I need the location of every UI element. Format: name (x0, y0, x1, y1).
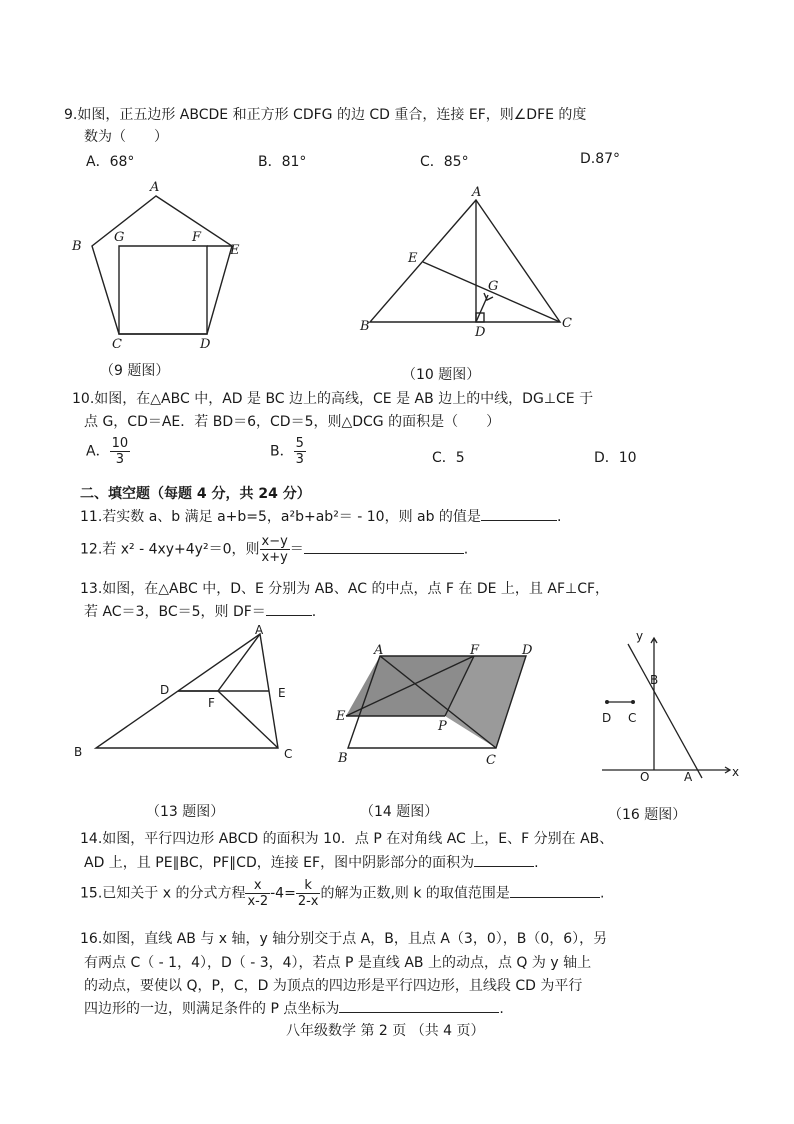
q10-text-1: 如图，在△ABC 中，AD 是 BC 边上的高线，CE 是 AB 边上的中线，DG⊥CE 于 (94, 391, 594, 407)
q13-label-e: E (278, 686, 286, 700)
q9-text-1: 如图，正五边形 ABCDE 和正方形 CDFG 的边 CD 重合，连接 EF，则∠DFE 的度 (77, 107, 587, 123)
q10-option-a-numerator: 10 (111, 436, 129, 451)
q9-number: 9. (64, 107, 78, 123)
q15-fraction-1-numerator: x (245, 878, 270, 894)
q15-fraction-1-denominator: x-2 (247, 894, 269, 909)
q14-text-1: 如图，平行四边形 ABCD 的面积为 10．点 P 在对角线 AC 上，E、F 分别在 AB、 (102, 831, 614, 847)
q13-caption: （13 题图） (146, 804, 225, 820)
q14-label-p: P (438, 719, 447, 734)
q14-label-a: A (374, 643, 384, 658)
q14-label-d: D (522, 643, 533, 658)
q9-label-f: F (192, 230, 202, 245)
q9-line2: 数为（ ） (84, 129, 168, 145)
q10-number: 10. (72, 391, 95, 407)
q10-label-b: B (360, 319, 370, 334)
q9-square (119, 246, 207, 334)
q10-option-a (86, 436, 130, 467)
q10-triangle (370, 200, 560, 322)
q10-option-d: D．10 (594, 450, 637, 466)
q11-number: 11. (80, 509, 103, 525)
q12-answer-blank[interactable] (304, 539, 464, 554)
q11-text: 若实数 a、b 满足 a+b=5，a²b+ab²＝ - 10，则 ab 的值是 (102, 509, 481, 525)
q10-option-a-denominator: 3 (115, 452, 124, 467)
q10-figure (350, 182, 590, 342)
q12-tail: . (463, 541, 469, 558)
q15-fraction-2 (296, 878, 321, 909)
q9-caption: （9 题图） (100, 363, 170, 379)
q10-option-b-numerator: 5 (295, 436, 304, 451)
q9-option-c: C．85° (420, 154, 469, 170)
q11-answer-blank[interactable] (481, 506, 557, 521)
q10-option-a-fraction (110, 436, 131, 467)
q16-label-b: B (650, 673, 659, 687)
q13-segment-cf (218, 691, 278, 748)
q14-tail: . (534, 855, 539, 871)
q16-text-4: 四边形的一边，则满足条件的 P 点坐标为 (84, 1001, 340, 1017)
q16-number: 16. (80, 931, 103, 947)
q13-segment-af (218, 634, 260, 691)
q13-number: 13. (80, 581, 103, 597)
q10-option-a-prefix: A． (86, 443, 110, 460)
q15-fraction-2-denominator: 2-x (297, 894, 319, 909)
q14-figure (330, 640, 550, 770)
q9-label-d: D (200, 337, 211, 352)
q10-label-e: E (408, 251, 418, 266)
q16-label-y: y (636, 629, 644, 643)
q12-numerator: x−y (261, 534, 288, 549)
q13-text-2: 若 AC＝3，BC＝5，则 DF＝ (84, 604, 266, 620)
q16-line-ab (628, 644, 702, 778)
q16-tail: . (499, 1001, 504, 1017)
q16-point-c (631, 700, 635, 704)
q9-label-e: E (230, 243, 240, 258)
q14-number: 14. (80, 831, 103, 847)
q16-line2: 有两点 C（ - 1，4），D（ - 3，4），若点 P 是直线 AB 上的动点，点 Q 为 y 轴上 (84, 955, 592, 971)
q14-label-c: C (486, 753, 496, 768)
q11-tail: . (556, 509, 562, 525)
q16-text-1: 如图，直线 AB 与 x 轴，y 轴分别交于点 A，B，且点 A（3，0），B（0，6），另 (102, 931, 608, 947)
q15-answer-blank[interactable] (510, 883, 600, 898)
q16-answer-blank[interactable] (339, 998, 499, 1013)
q14-label-b: B (338, 751, 348, 766)
q11-line (80, 506, 561, 526)
q9-label-c: C (112, 337, 122, 352)
q10-option-b-fraction (294, 436, 306, 467)
q13-label-d: D (160, 683, 170, 697)
q14-caption: （14 题图） (360, 804, 439, 820)
q15-line (80, 878, 604, 909)
q9-option-b: B．81° (258, 154, 307, 170)
q10-option-b (270, 436, 306, 467)
q10-option-c: C．5 (432, 450, 465, 466)
q9-label-g: G (114, 230, 125, 245)
q12-equals: ＝ (289, 541, 304, 558)
q13-answer-blank[interactable] (266, 601, 312, 616)
q9-option-a: A．68° (86, 154, 135, 170)
q10-caption: （10 题图） (402, 367, 481, 383)
q14-label-f: F (470, 643, 480, 658)
q13-label-f: F (208, 696, 215, 710)
q16-caption: （16 题图） (608, 807, 687, 823)
q10-label-a: A (472, 185, 482, 200)
q13-label-b: B (74, 745, 83, 759)
q9-label-b: B (72, 239, 82, 254)
q9-figure (64, 174, 264, 354)
q9-line1 (64, 104, 586, 124)
q15-text-mid: -4= (270, 885, 296, 902)
q12-line (80, 534, 468, 565)
q9-option-d: D.87° (580, 151, 621, 167)
q12-denominator: x+y (261, 550, 288, 565)
q10-right-angle-g (484, 293, 493, 300)
q15-fraction-2-numerator: k (296, 878, 321, 894)
q10-line2: 点 G，CD＝AE．若 BD＝6，CD＝5，则△DCG 的面积是（ ） (84, 414, 501, 430)
q9-label-a: A (150, 180, 160, 195)
q14-text-2: AD 上，且 PE∥BC，PF∥CD，连接 EF，图中阴影部分的面积为 (84, 855, 475, 871)
q10-option-b-prefix: B． (270, 443, 294, 460)
q10-label-d: D (475, 325, 486, 340)
q16-label-d: D (602, 711, 612, 725)
q13-line1 (80, 578, 609, 598)
q13-text-1: 如图，在△ABC 中，D、E 分别为 AB、AC 的中点，点 F 在 DE 上，且 AF⊥CF， (102, 581, 610, 597)
q15-text-pre: 已知关于 x 的分式方程 (102, 885, 246, 902)
q16-line3: 的动点，要使以 Q，P，C，D 为顶点的四边形是平行四边形，且线段 CD 为平行 (84, 978, 583, 994)
section-2-title: 二、填空题（每题 4 分，共 24 分） (80, 486, 311, 502)
q13-tail: . (311, 604, 317, 620)
q12-text: 若 x² - 4xy+4y²＝0，则 (102, 541, 260, 558)
q14-label-e: E (336, 709, 346, 724)
q10-option-b-denominator: 3 (295, 452, 304, 467)
q13-line2 (84, 601, 316, 621)
q15-text-post: 的解为正数,则 k 的取值范围是 (320, 885, 510, 902)
q13-label-a: A (255, 623, 264, 637)
q14-answer-blank[interactable] (474, 852, 534, 867)
q16-line4 (84, 998, 504, 1018)
q16-point-d (605, 700, 609, 704)
q16-label-a: A (684, 770, 693, 784)
q15-tail: . (599, 885, 605, 902)
q16-label-o: O (640, 770, 650, 784)
q14-line1 (80, 828, 613, 848)
q13-figure (66, 622, 306, 772)
q16-line1 (80, 928, 607, 948)
q14-line2 (84, 852, 539, 872)
q16-label-c: C (628, 711, 637, 725)
q10-label-c: C (562, 316, 572, 331)
q10-label-g: G (488, 279, 499, 294)
q15-fraction-1 (245, 878, 270, 909)
q15-number: 15. (80, 885, 103, 902)
q9-pentagon (92, 196, 232, 334)
q16-figure (596, 624, 746, 786)
q12-number: 12. (80, 541, 103, 558)
q10-line1 (72, 388, 593, 408)
q13-label-c: C (284, 747, 293, 761)
page-footer: 八年级数学 第 2 页 （共 4 页） (286, 1023, 485, 1039)
q16-label-x: x (732, 765, 740, 779)
q12-fraction (260, 534, 290, 565)
